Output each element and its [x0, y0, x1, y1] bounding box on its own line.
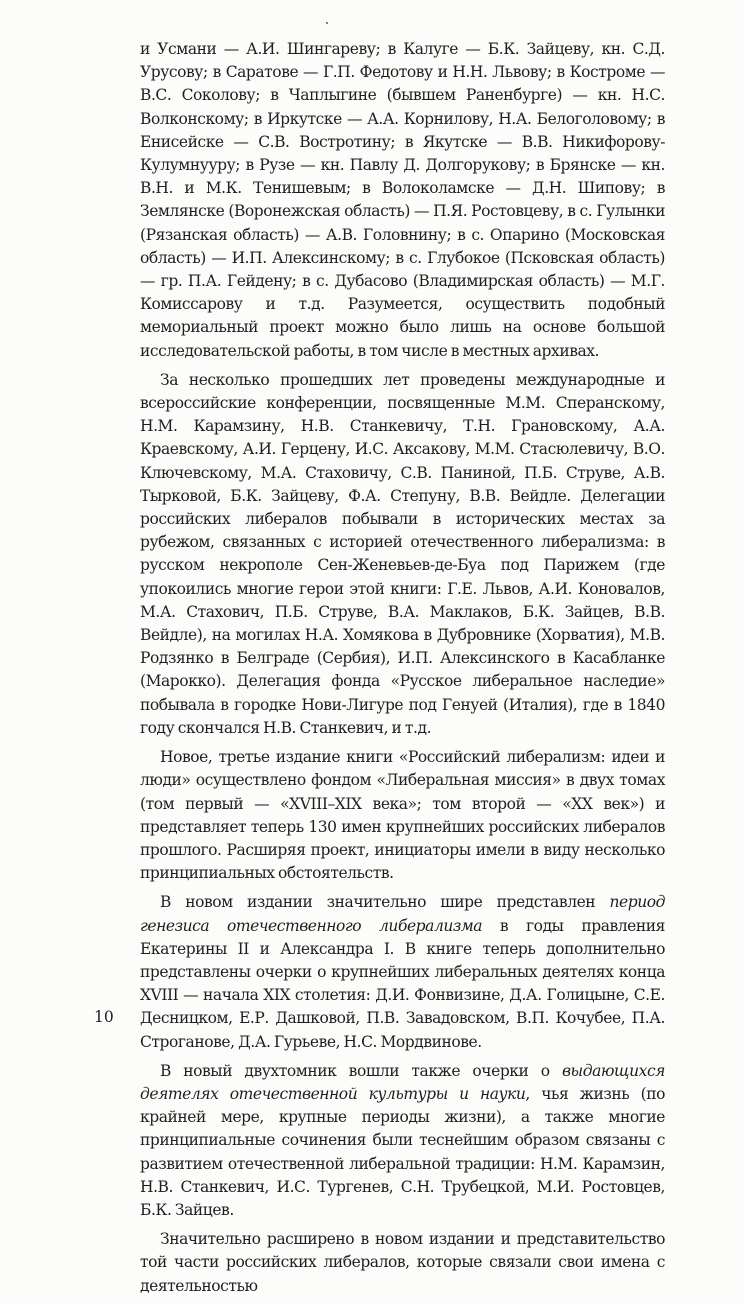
page-number: 10 [94, 1008, 114, 1026]
paragraph-3-text: Новое, третье издание книги «Российский либерализм: идеи и люди» осуществлено фондом «Либеральная миссия» в двух томах (том первый — «XVIII–XIX века»; том второй — «XX век») и представляет теперь 130 имен крупнейших российских либералов прошлого. Расширяя проект, инициаторы имели в виду несколько принципиальных обстоятельств. [140, 748, 665, 883]
paragraph-4-text-b: в годы правления Екатерины II и Александра I. В книге теперь дополнительно представлены очерки о крупнейших либеральных деятелях конца XVIII — начала XIX столетия: Д.И. Фонвизине, Д.А. Голицыне, С.Е. Десницком, Е.Р. Дашковой, П.В. Завадовском, В.П. Кочубее, П.А. Строганове, Д.А. Гурьеве, Н.С. Мордвинове. [140, 916, 665, 1051]
paragraph-5 [140, 1060, 665, 1222]
paragraph-1-text: и Усмани — А.И. Шингареву; в Калуге — Б.К. Зайцеву, кн. С.Д. Урусову; в Саратове — Г.П. Федотову и Н.Н. Львову; в Костроме — В.С. Соколову; в Чаплыгине (бывшем Раненбурге) — кн. Н.С. Волконскому; в Иркутске — А.А. Корнилову, Н.А. Белоголовому; в Енисейске — С.В. Востротину; в Якутске — В.В. Никифорову-Кулумнууру; в Рузе — кн. Павлу Д. Долгорукову; в Брянске — кн. В.Н. и М.К. Тенишевым; в Волоколамске — Д.Н. Шипову; в Землянске (Воронежская область) — П.Я. Ростовцеву, в с. Гулынки (Рязанская область) — А.В. Головнину; в с. Опарино (Московская область) — И.П. Алексинскому; в с. Глубокое (Псковская область) — гр. П.А. Гейдену; в с. Дубасово (Владимирская область) — М.Г. Комиссарову и т.д. Разумеется, осуществить подобный мемориальный проект можно было лишь на основе большой исследовательской работы, в том числе в местных архивах. [140, 40, 665, 360]
paragraph-5-text-b: , чья жизнь (по крайней мере, крупные периоды жизни), а также многие принципиальные сочинения были теснейшим образом связаны с развитием отечественной либеральной традиции: Н.М. Карамзин, Н.В. Станкевич, И.С. Тургенев, С.Н. Трубецкой, М.И. Ростовцев, Б.К. Зайцев. [140, 1084, 665, 1219]
paragraph-2 [140, 369, 665, 740]
paragraph-4 [140, 891, 665, 1053]
paragraph-1 [140, 38, 665, 363]
paragraph-4-italic: период генезиса отечественного либерализма [140, 893, 665, 935]
paragraph-3 [140, 746, 665, 885]
paragraph-5-italic: выдающихся деятелях отечественной культуры и науки [140, 1061, 665, 1103]
paragraph-4-text-a: В новом издании значительно шире представлен [160, 893, 610, 912]
page-text [140, 38, 665, 1304]
paragraph-6-text: Значительно расширено в новом издании и представительство той части российских либералов, которые связали свои имена с деятельностью [140, 1230, 665, 1295]
paragraph-6 [140, 1228, 665, 1298]
paragraph-5-text-a: В новый двухтомник вошли также очерки о [160, 1061, 562, 1080]
paragraph-2-text: За несколько прошедших лет проведены международные и всероссийские конференции, посвященные М.М. Сперанскому, Н.М. Карамзину, Н.В. Станкевичу, Т.Н. Грановскому, А.А. Краевскому, А.И. Герцену, И.С. Аксакову, М.М. Стасюлевичу, В.О. Ключевскому, М.А. Стаховичу, С.В. Паниной, П.Б. Струве, А.В. Тырковой, Б.К. Зайцеву, Ф.А. Степуну, В.В. Вейдле. Делегации российских либералов побывали в исторических местах за рубежом, связанных с историей отечественного либерализма: в русском некрополе Сен-Женевьев-де-Буа под Парижем (где упокоились многие герои этой книги: Г.Е. Львов, А.И. Коновалов, М.А. Стахович, П.Б. Струве, В.А. Маклаков, Б.К. Зайцев, В.В. Вейдле), на могилах Н.А. Хомякова в Дубровнике (Хорватия), М.В. Родзянко в Белграде (Сербия), И.П. Алексинского в Касабланке (Марокко). Делегация фонда «Русское либеральное наследие» побывала в городке Нови-Лигуре под Генуей (Италия), где в 1840 году скончался Н.В. Станкевич, и т.д. [140, 370, 665, 737]
print-dot [326, 22, 328, 24]
